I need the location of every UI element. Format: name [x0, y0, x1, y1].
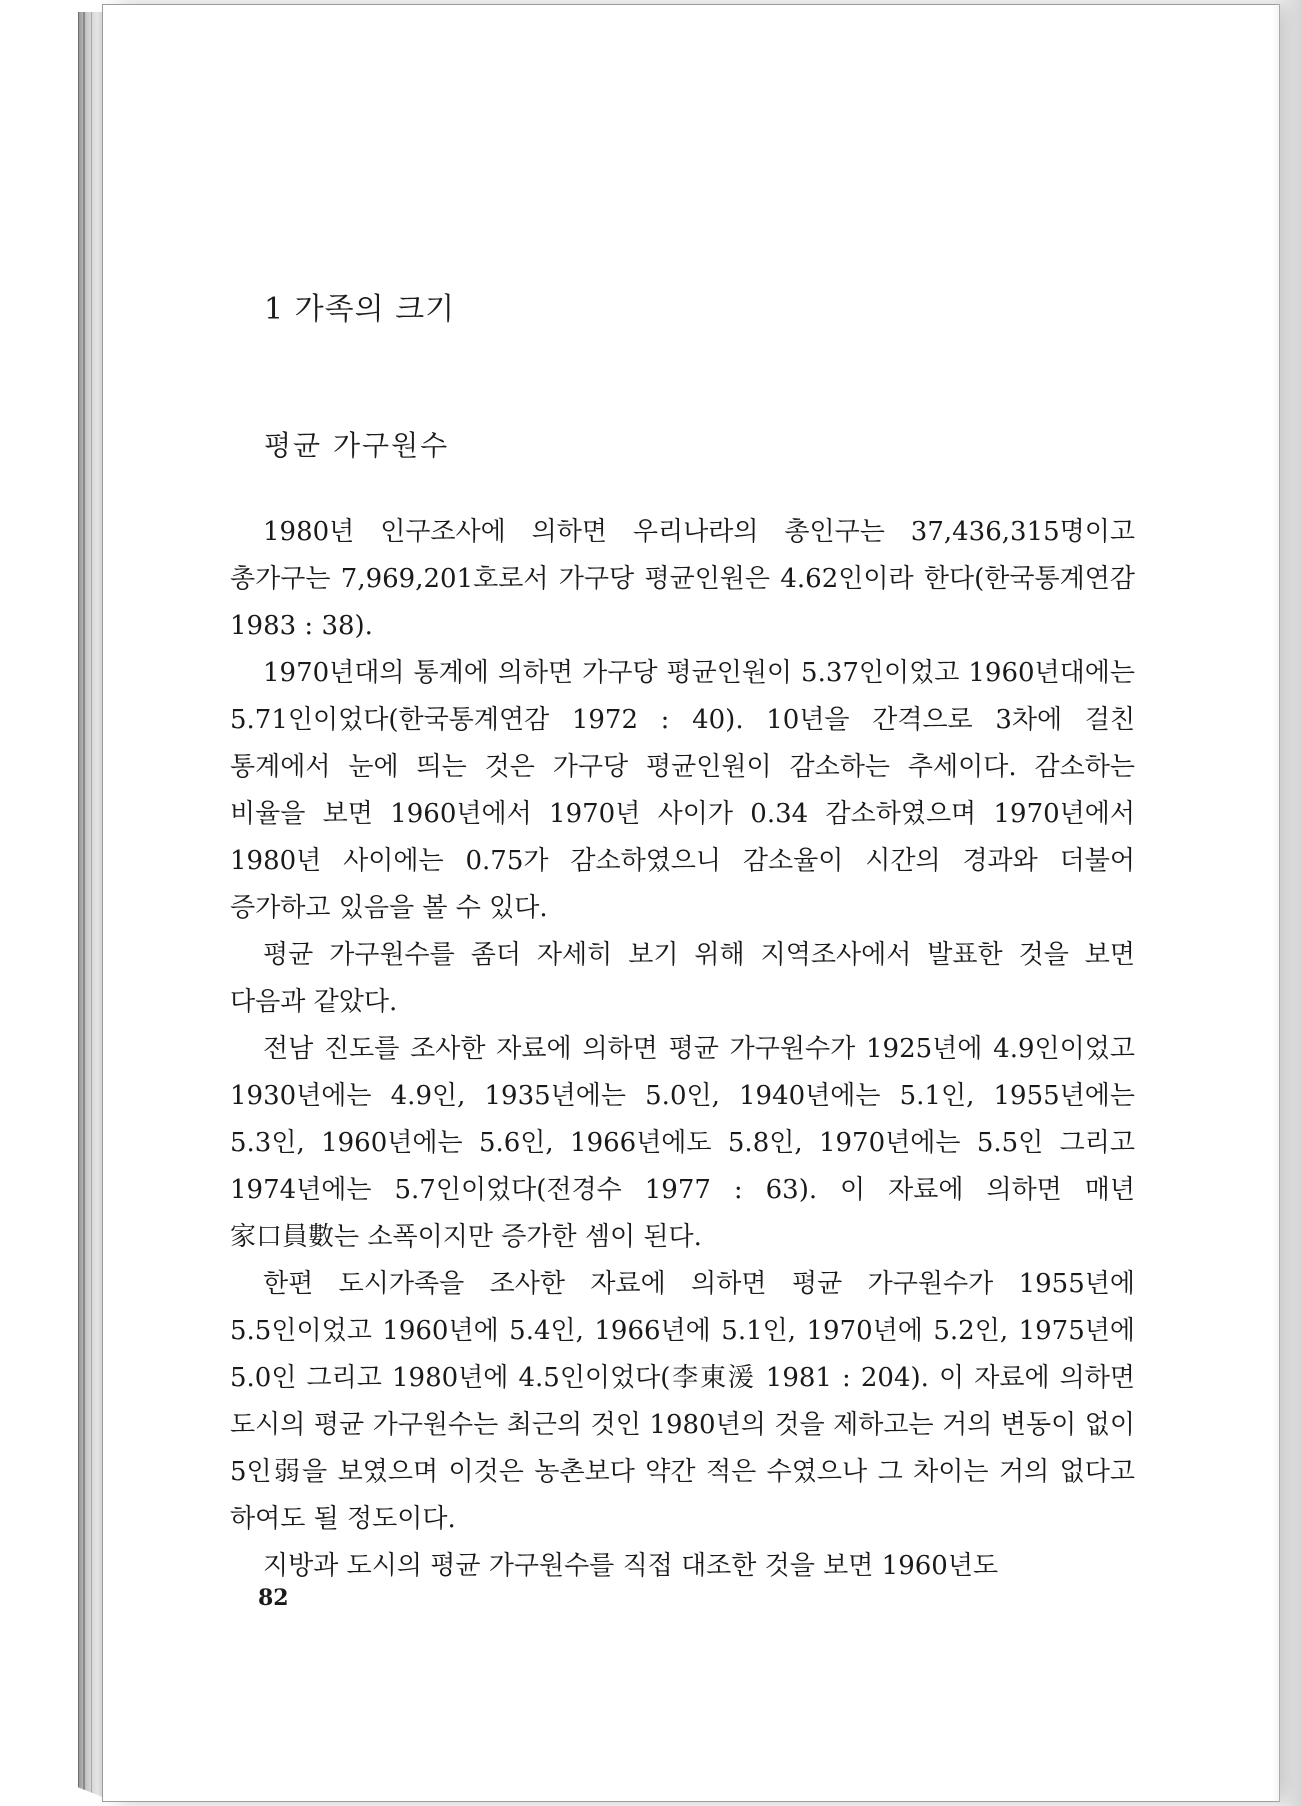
chapter-heading: 1 가족의 크기 [264, 292, 456, 327]
paragraph: 전남 진도를 조사한 자료에 의하면 평균 가구원수가 1925년에 4.9인이었고 1930년에는 4.9인, 1935년에는 5.0인, 1940년에는 5.1인, 1955년에는 5.3인, 1960년에는 5.6인, 1966년에도 5.8인, 1970년에는 5.5인 그리고 1974년에는 5.7인이었다(전경수 1977 : 63). 이 자료에 의하면 매년 家口員數는 소폭이지만 증가한 셈이 된다. [230, 1034, 1135, 1252]
paragraph: 지방과 도시의 평균 가구원수를 직접 대조한 것을 보면 1960년도 [263, 1551, 999, 1581]
paragraph: 평균 가구원수를 좀더 자세히 보기 위해 지역조사에서 발표한 것을 보면 다음과 같았다. [230, 940, 1135, 1017]
paragraph: 1970년대의 통계에 의하면 가구당 평균인원이 5.37인이었고 1960년대에는 5.71인이었다(한국통계연감 1972 : 40). 10년을 간격으로 3차에 걸친 통계에서 눈에 띄는 것은 가구당 평균인원이 감소하는 추세이다. 감소하는 비율을 보면 1960년에서 1970년 사이가 0.34 감소하였으며 1970년에서 1980년 사이에는 0.75가 감소하였으니 감소율이 시간의 경과와 더불어 증가하고 있음을 볼 수 있다. [230, 658, 1135, 923]
paragraph: 1980년 인구조사에 의하면 우리나라의 총인구는 37,436,315명이고 총가구는 7,969,201호로서 가구당 평균인원은 4.62인이라 한다(한국통계연감 1983 : 38). [230, 517, 1135, 641]
paragraph: 한편 도시가족을 조사한 자료에 의하면 평균 가구원수가 1955년에 5.5인이었고 1960년에 5.4인, 1966년에 5.1인, 1970년에 5.2인, 1975년에 5.0인 그리고 1980년에 4.5인이었다(李東湲 1981 : 204). 이 자료에 의하면 도시의 평균 가구원수는 최근의 것인 1980년의 것을 제하고는 거의 변동이 없이 5인弱을 보였으며 이것은 농촌보다 약간 적은 수였으나 그 차이는 거의 없다고 하여도 될 정도이다. [230, 1269, 1135, 1534]
page-stack-edge [78, 12, 105, 1798]
page-shadow [1272, 0, 1302, 1806]
section-heading: 평균 가구원수 [264, 429, 450, 462]
body-text [230, 509, 1135, 1590]
page-number: 82 [258, 1585, 289, 1611]
